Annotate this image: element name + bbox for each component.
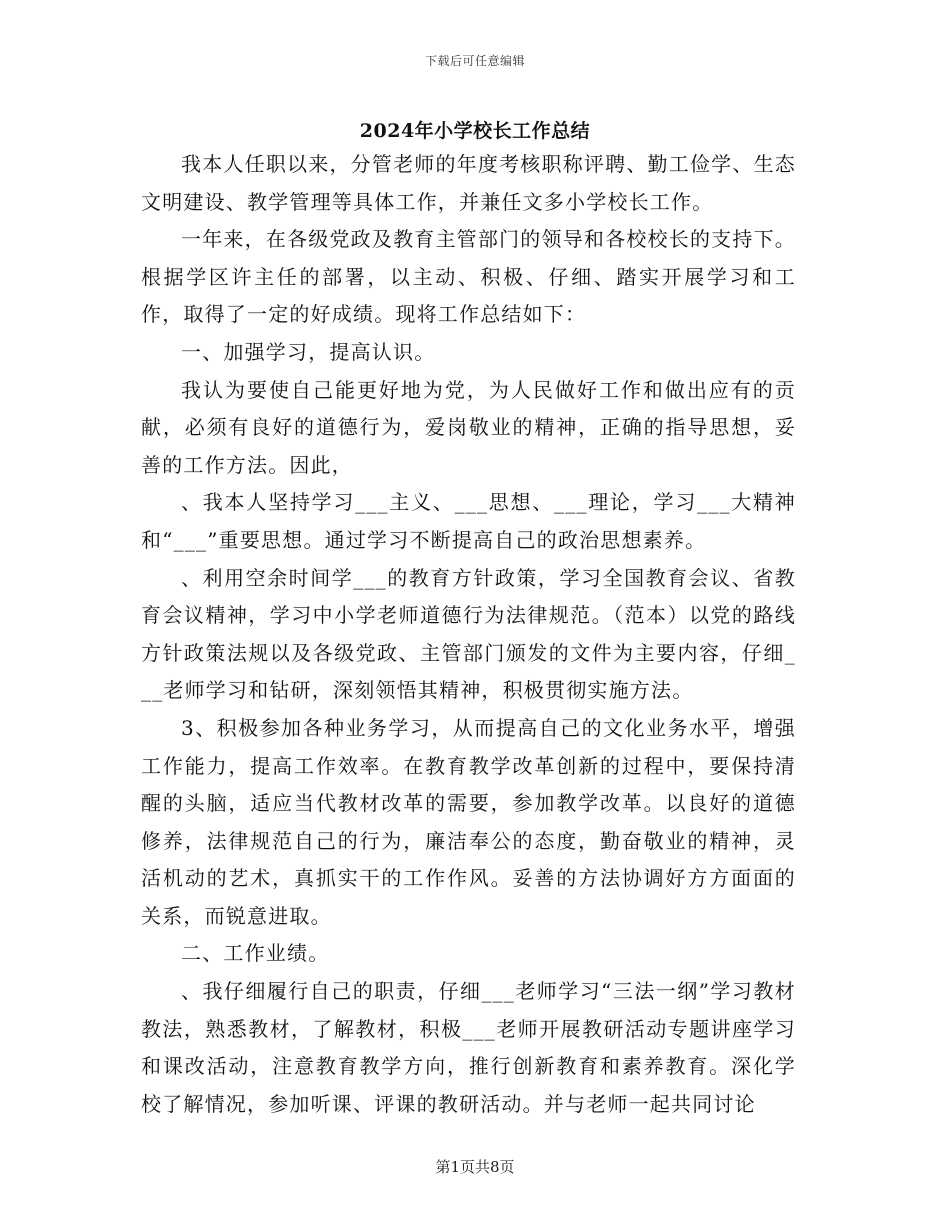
section-heading-achievements: 二、工作业绩。: [181, 941, 330, 966]
document-title: 2024年小学校长工作总结: [359, 120, 591, 142]
paragraph-intro: 我本人任职以来，分管老师的年度考核职称评聘、勤工俭学、生态文明建设、教学管理等具体工作，并兼任文多小学校长工作。: [141, 152, 796, 214]
section-heading-study: 一、加强学习，提高认识。: [181, 339, 436, 364]
page-number: 第1页共8页: [435, 1158, 515, 1176]
paragraph-item-1: 、我本人坚持学习___主义、___思想、___理论，学习___大精神和“___”重要思想。通过学习不断提高自己的政治思想素养。: [141, 490, 796, 552]
document-body: [141, 146, 796, 1123]
paragraph-overview: 一年来，在各级党政及教育主管部门的领导和各校校长的支持下。根据学区许主任的部署，以主动、积极、仔细、踏实开展学习和工作，取得了一定的好成绩。现将工作总结如下：: [141, 227, 796, 327]
paragraph-duties: 、我仔细履行自己的职责，仔细___老师学习“三法一纲”学习教材教法，熟悉教材，了解教材，积极___老师开展教研活动专题讲座学习和课改活动，注意教育教学方向，推行创新教育和素养教育。深化学校了解情况，参加听课、评课的教研活动。并与老师一起共同讨论: [141, 979, 796, 1116]
paragraph-item-2: 、利用空余时间学___的教育方针政策，学习全国教育会议、省教育会议精神，学习中小学老师道德行为法律规范。（范本）以党的路线方针政策法规以及各级党政、主管部门颁发的文件为主要内容，仔细___老师学习和钻研，深刻领悟其精神，积极贯彻实施方法。: [141, 565, 796, 703]
header-note: 下载后可任意编辑: [424, 54, 525, 68]
paragraph-self-view: 我认为要使自己能更好地为党，为人民做好工作和做出应有的贡献，必须有良好的道德行为，爱岗敬业的精神，正确的指导思想，妥善的工作方法。因此，: [141, 377, 796, 477]
paragraph-item-3: 3、积极参加各种业务学习，从而提高自己的文化业务水平，增强工作能力，提高工作效率。在教育教学改革创新的过程中，要保持清醒的头脑，适应当代教材改革的需要，参加教学改革。以良好的道德修养，法律规范自己的行为，廉洁奉公的态度，勤奋敬业的精神，灵活机动的艺术，真抓实干的工作作风。妥善的方法协调好方方面面的关系，而锐意进取。: [141, 715, 796, 928]
